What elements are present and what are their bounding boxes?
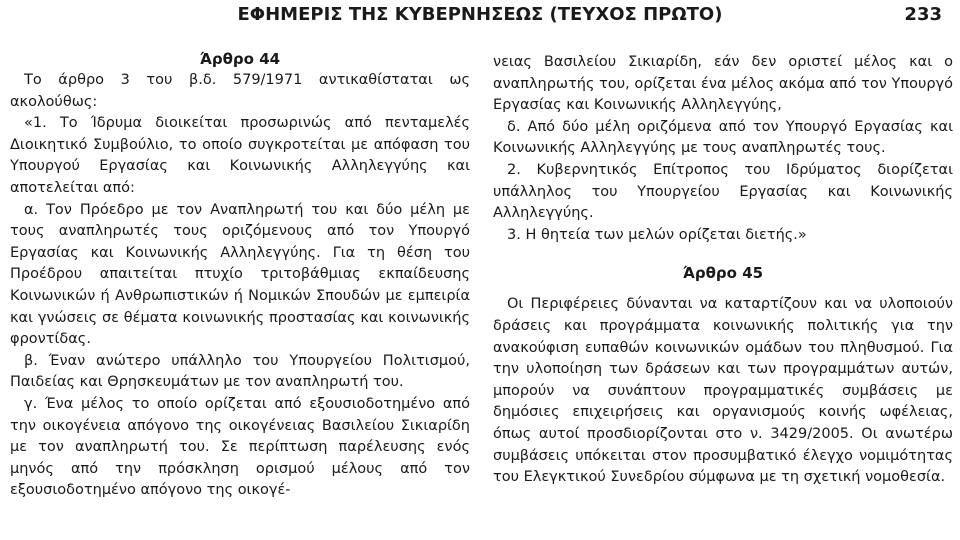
paragraph: β. Έναν ανώτερο υπάλληλο του Υπουργείου Πολιτισμού, Παιδείας και Θρησκευμάτων με τον αναπληρωτή του. (10, 352, 470, 391)
paragraph: Το άρθρο 3 του β.δ. 579/1971 αντικαθίσταται ως ακολούθως: (10, 72, 470, 110)
paragraph: νειας Βασιλείου Σικιαρίδη, εάν δεν οριστεί μέλος και ο αναπληρωτής του, ορίζεται ένα μέλος ακόμα από τον Υπουργό Εργασίας και Κοινωνικής Αλληλεγγύης, (493, 54, 953, 114)
right-column (493, 52, 953, 489)
page-header (0, 2, 960, 28)
gazette-title: ΕΦΗΜΕΡΙΣ ΤΗΣ ΚΥΒΕΡΝΗΣΕΩΣ (ΤΕΥΧΟΣ ΠΡΩΤΟ) (237, 4, 723, 25)
paragraph: γ. Ένα μέλος το οποίο ορίζεται από εξουσιοδοτημένο από την οικογένεια απόγονο της οικογένειας Βασιλείου Σικιαρίδη με τον αναπληρωτή του. Σε περίπτωση παρέλευσης ενός μηνός από την πρόσκληση ορισμού μέλους από τον εξουσιοδοτημένο απόγονο της οικογέ- (10, 395, 470, 499)
paragraph: Οι Περιφέρειες δύνανται να καταρτίζουν και να υλοποιούν δράσεις και προγράμματα κοινωνικής πολιτικής για την ανακούφιση ευπαθών κοινωνικών ομάδων του πληθυσμού. Για την υλοποίηση των δράσεων και των προγραμμάτων αυτών, μπορούν να συνάπτουν προγραμματικές συμβάσεις με δημόσιες επιχειρήσεις και οργανισμούς κοινής ωφέλειας, όπως αυτοί προσδιορίζονται στο ν. 3429/2005. Οι ανωτέρω συμβάσεις υπόκειται στον προσυμβατικό έλεγχο νομιμότητας του Ελεγκτικού Συνεδρίου σύμφωνα με τη σχετική νομοθεσία. (493, 296, 953, 486)
page-number: 233 (904, 4, 942, 25)
paragraph: 2. Κυβερνητικός Επίτροπος του Ιδρύματος διορίζεται υπάλληλος του Υπουργείου Εργασίας και Κοινωνικής Αλληλεγγύης. (493, 161, 953, 222)
paragraph: 3. Η θητεία των μελών ορίζεται διετής.» (507, 226, 807, 243)
paragraph: α. Τον Πρόεδρο με τον Αναπληρωτή του και δύο μέλη με τους αναπληρωτές τους οριζόμενους από τον Υπουργό Εργασίας και Κοινωνικής Αλληλεγγύης. Για τη θέση του Προέδρου απαιτείται πτυχίο τριτοβάθμιας εκπαίδευσης Κοινωνικών ή Ανθρωπιστικών ή Νομικών Σπουδών με εμπειρία και γνώσεις σε θέματα κοινωνικής προστασίας και κοινωνικής φροντίδας. (10, 201, 470, 348)
article-45-title: Άρθρο 45 (682, 264, 764, 283)
paragraph: «1. Το Ίδρυμα διοικείται προσωρινώς από πενταμελές Διοικητικό Συμβούλιο, το οποίο συγκροτείται με απόφαση του Υπουργού Εργασίας και Κοινωνικής Αλληλεγγύης και αποτελείται από: (10, 115, 470, 196)
left-column (10, 50, 470, 502)
article-44-title: Άρθρο 44 (199, 50, 281, 68)
paragraph: δ. Από δύο μέλη οριζόμενα από τον Υπουργό Εργασίας και Κοινωνικής Αλληλεγγύης με τους αναπληρωτές τους. (493, 118, 953, 157)
